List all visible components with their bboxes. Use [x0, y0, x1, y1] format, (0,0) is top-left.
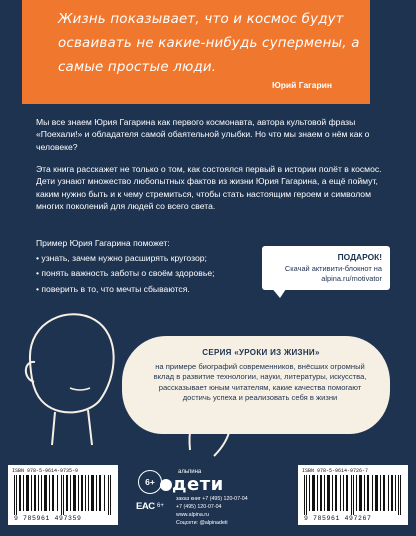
- gift-speech-bubble: [262, 246, 390, 290]
- benefits-heading: Пример Юрия Гагарина поможет:: [36, 238, 170, 248]
- publisher-name-small: альпина: [178, 469, 202, 475]
- publisher-contacts: [176, 495, 248, 527]
- mouth-line: [70, 388, 90, 390]
- barcode-left: [8, 465, 118, 525]
- series-info-blob: [122, 336, 390, 434]
- eac-mark: EAC: [136, 501, 155, 512]
- speech-bubble-tail: [270, 286, 288, 298]
- gift-title: ПОДАРОК!: [337, 252, 382, 262]
- contact-line: Соцсети: @alpinadeti: [176, 520, 228, 526]
- barcode-digits-left: 9 785961 497359: [14, 515, 82, 522]
- neck-outline: [52, 410, 92, 445]
- isbn-right: ISBN 978-5-9614-9726-7: [302, 468, 369, 474]
- benefits-list: [36, 252, 251, 298]
- contact-line: заказ книг +7 (495) 120-07-04: [176, 496, 248, 502]
- publisher-logo-icon: [160, 479, 172, 491]
- intro-paragraph: Мы все знаем Юрия Гагарина как первого космонавта, автора культовой фразы «Поехали!» и обладателя самой обаятельной улыбки. Но что мы знаем о нём как о человеке?: [36, 117, 370, 152]
- contact-line: +7 (495) 120-07-04: [176, 504, 222, 510]
- barcode-digits-right: 9 785961 497267: [304, 515, 372, 522]
- list-item: • понять важность заботы о своём здоровье;: [36, 268, 215, 279]
- head-outline: [30, 314, 114, 412]
- gift-text: Скачай активити-блокнот на alpina.ru/motivator: [284, 264, 382, 283]
- contact-line: www.alpina.ru: [176, 512, 209, 518]
- description-paragraph: Эта книга расскажет не только о том, как состоялся первый в истории полёт в космос. Дети узнают множество любопытных фактов из жизни Юрия Гагарина, а ещё поймут, каким нужно быть и к чему стремиться, чтобы стать настоящим героем и символом многих поколений для людей со всего света.: [36, 164, 382, 212]
- list-item: • узнать, зачем нужно расширять кругозор;: [36, 253, 207, 263]
- quote-block: [22, 0, 370, 104]
- quote-author: Юрий Гагарин: [271, 80, 332, 90]
- quote-text: Жизнь показывает, что и космос будут осваивать не какие-нибудь супермены, а самые простые люди.: [58, 12, 360, 75]
- series-description: на примере биографий современников, внёсших огромный вклад в развитие технологии, науки, литературы, искусства, рассказывает юным читателям, какие качества помогают достичь успеха и реализовать себя в жизни: [153, 362, 367, 403]
- publisher-name-big: дети: [172, 474, 224, 495]
- age-rating-small: 6+: [157, 503, 164, 509]
- barcode-bars-right: [302, 475, 404, 515]
- series-title: СЕРИЯ «УРОКИ ИЗ ЖИЗНИ»: [202, 348, 320, 357]
- barcode-bars-left: [12, 475, 114, 515]
- age-rating-badge: 6+: [138, 470, 162, 494]
- isbn-left: ISBN 978-5-9614-9735-9: [12, 468, 79, 474]
- list-item: • поверить в то, что мечты сбываются.: [36, 283, 190, 294]
- barcode-right: [298, 465, 408, 525]
